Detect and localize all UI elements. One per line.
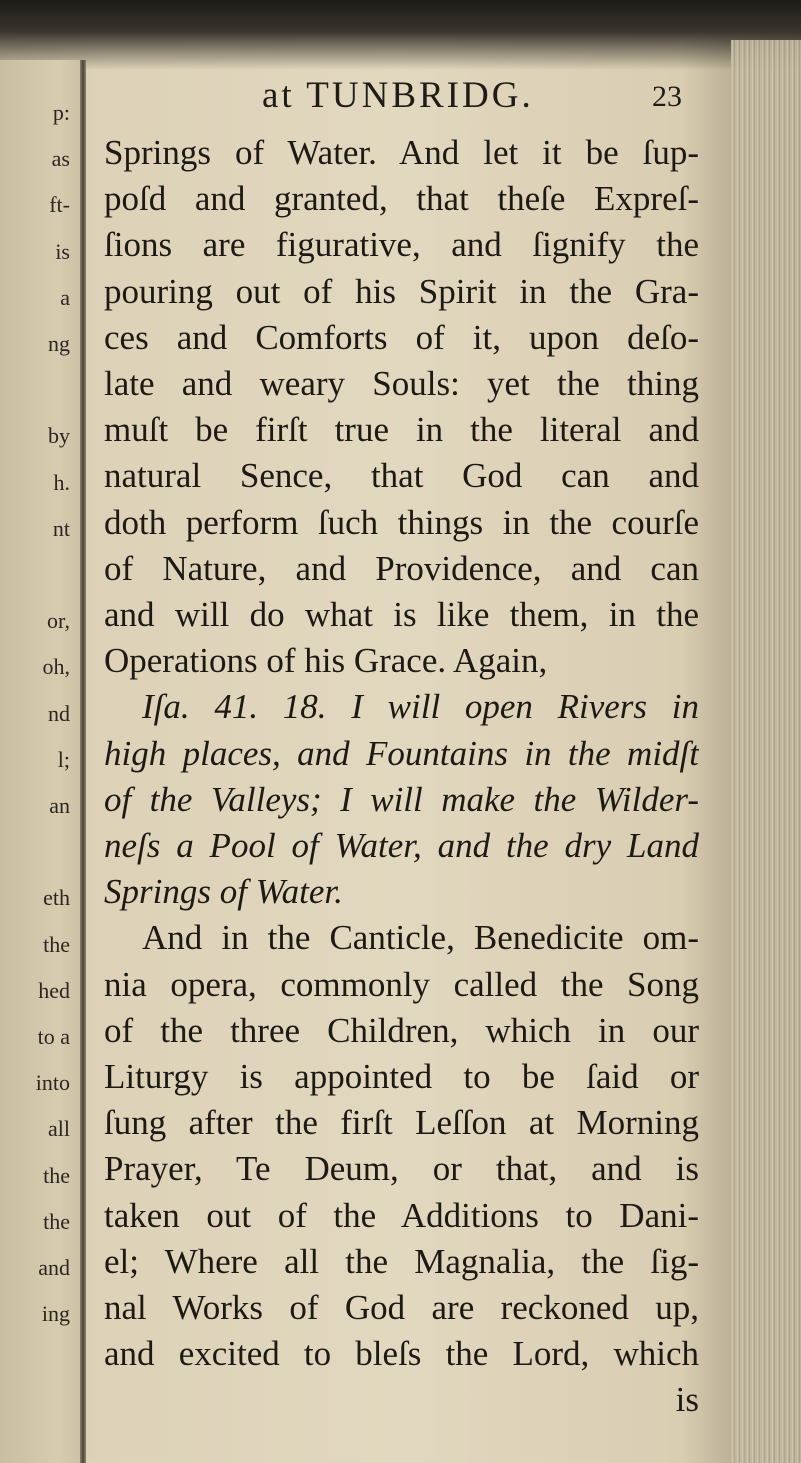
left-page-fragment: to a [37, 1024, 70, 1049]
text-line: Springs of Water. And let it be ſup- [104, 133, 699, 172]
left-page-fragment: an [49, 793, 70, 818]
book-page [104, 72, 734, 1463]
running-head-title: at TUNBRIDG. [262, 75, 534, 116]
text-line: pouring out of his Spirit in the Gra- [104, 271, 699, 311]
left-page-fragment: is [55, 238, 70, 264]
text-line: of Nature, and Providence, and can [104, 548, 699, 588]
text-line: ces and Comforts of it, upon deſo- [104, 317, 699, 357]
left-page-fragment: ng [48, 331, 70, 356]
left-page-fragment: p: [52, 100, 70, 125]
text-line: el; Where all the Magnalia, the ſig- [104, 1241, 699, 1281]
left-page-fragment: as [51, 146, 70, 172]
left-page-fragment: into [35, 1070, 70, 1096]
left-page-fragment: all [48, 1116, 70, 1142]
left-page-edge [0, 60, 84, 1463]
left-page-fragment: hed [38, 977, 70, 1003]
left-page-fragment: nd [48, 700, 70, 726]
text-line: Operations of his Grace. Again, [104, 641, 548, 681]
left-page-fragment: by [48, 423, 70, 449]
text-line: and will do what is like them, in the [104, 595, 699, 634]
page-fore-edge [731, 40, 801, 1463]
text-line: and excited to bleſs the Lord, which [104, 1334, 699, 1374]
text-line: doth perform ſuch things in the courſe [104, 502, 699, 542]
left-page-fragment: the [43, 1208, 70, 1234]
running-head [104, 72, 704, 132]
text-line: Prayer, Te Deum, or that, and is [104, 1149, 699, 1189]
left-page-fragment: or, [47, 608, 70, 634]
left-page-fragment: and [38, 1255, 70, 1280]
text-line: of the Valleys; I will make the Wilder- [104, 779, 699, 819]
left-page-fragment: the [43, 1162, 70, 1188]
text-line: And in the Canticle, Benedicite om- [142, 918, 699, 958]
left-page-fragment: nt [52, 515, 70, 541]
text-line: late and weary Souls: yet the thing [104, 364, 699, 403]
left-page-fragment: the [43, 931, 70, 957]
text-line: neſs a Pool of Water, and the dry Land [104, 826, 699, 865]
text-line: taken out of the Additions to Dani- [104, 1195, 699, 1235]
text-line: Liturgy is appointed to be ſaid or [104, 1057, 699, 1096]
text-line: ſung after the firſt Leſſon at Morning [104, 1103, 699, 1143]
left-page-fragment: l; [57, 746, 70, 772]
left-page-fragment: ft- [49, 192, 70, 218]
body-text [104, 130, 699, 1430]
text-line: nia opera, commonly called the Song [104, 964, 699, 1004]
text-line: of the three Children, which in our [104, 1010, 699, 1050]
left-page-fragment: h. [53, 469, 70, 495]
left-page-fragment: ing [41, 1301, 70, 1327]
book-gutter [80, 60, 86, 1463]
text-line: muſt be firſt true in the literal and [104, 410, 699, 450]
page-number: 23 [652, 80, 682, 113]
text-line: nal Works of God are reckoned up, [104, 1288, 699, 1327]
text-line: is [675, 1380, 699, 1420]
text-line: high places, and Fountains in the midſt [104, 733, 699, 773]
left-page-fragment: eth [43, 885, 70, 911]
text-line: Iſa. 41. 18. I will open Rivers in [142, 687, 699, 727]
text-line: natural Sence, that God can and [104, 456, 699, 496]
text-line: ſions are figurative, and ſignify the [104, 225, 699, 265]
left-page-fragment: oh, [42, 654, 70, 680]
text-line: Springs of Water. [104, 872, 343, 912]
top-shadow [0, 0, 801, 70]
text-line: poſd and granted, that theſe Expreſ- [104, 179, 699, 219]
left-page-fragment: a [60, 284, 70, 310]
